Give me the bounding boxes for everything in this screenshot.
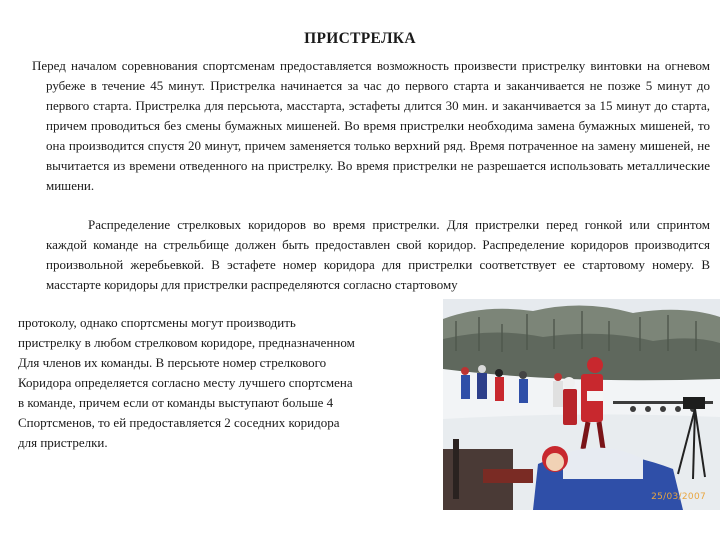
paragraph-lane-allocation-continued [18, 313, 438, 453]
slide-title: ПРИСТРЕЛКА [304, 30, 416, 47]
paragraph-lane-allocation: Распределение стрелковых коридоров во время пристрелки. Для пристрелки перед гонкой или спринтом каждой команде на стрельбище должен быть предоставлен свой коридор. Распределение коридоров производится произвольной жеребьевкой. В эстафете номер коридора для пристрелки соответствует ее стартовому номеру. В масстарте коридоры для пристрелки распределяются согласно стартовому [46, 217, 710, 292]
photo-illustration [443, 299, 720, 510]
text-line: в команде, причем если от команды выступают больше 4 [18, 395, 334, 410]
text-line: Коридора определяется согласно месту лучшего спортсмена [18, 375, 353, 390]
text-line: Для членов их команды. В персьюте номер стрелкового [18, 355, 327, 370]
paragraph-zeroing-rules: Перед началом соревнования спортсменам предоставляется возможность произвести пристрелку винтовки на огневом рубеже в течение 45 минут. Пристрелка начинается за час до первого старта и заканчивается не позже 5 минут до первого старта. Пристрелка для персьюта, масстарта, эстафеты длится 30 мин. и заканчивается за 15 минут до старта, причем проводиться без смены бумажных мишеней. Во время пристрелки необходима замена бумажных мишеней, то она производится спустя 20 минут, причем заменяется только верхний ряд. Время потраченное на замену мишеней, не вычитается из времени отведенного на пристрелку. Во время пристрелки не разрешается использовать металлические мишени. [32, 58, 710, 193]
text-line: для пристрелки. [18, 435, 108, 450]
text-line: протоколу, однако спортсмены могут производить [18, 315, 296, 330]
text-line: Спортсменов, то ей предоставляется 2 соседних коридора [18, 415, 340, 430]
text-line: пристрелку в любом стрелковом коридоре, предназначенном [18, 335, 355, 350]
biathlon-range-photo [443, 299, 720, 510]
photo-date-stamp: 25/03/2007 [651, 492, 706, 502]
